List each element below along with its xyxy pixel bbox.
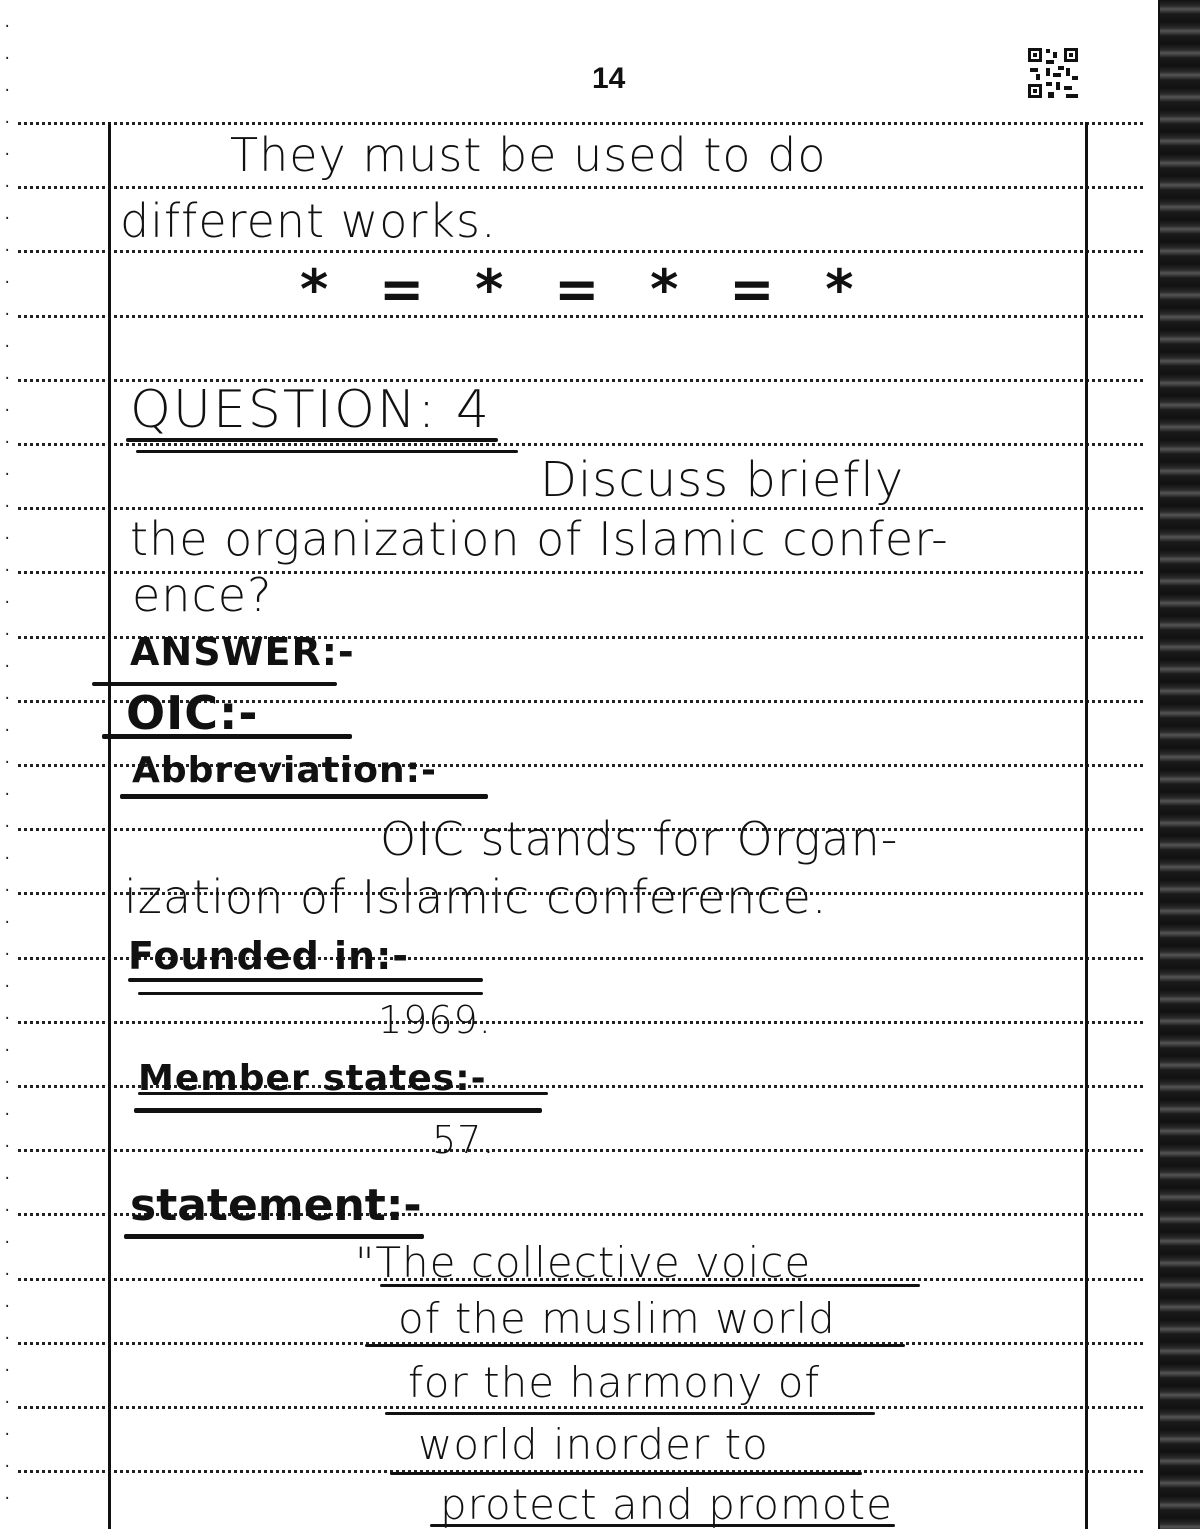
edge-dot: · — [3, 371, 12, 387]
founded-underline-2 — [138, 992, 483, 995]
statement-text-line-1: "The collective voice — [355, 1238, 812, 1287]
edge-dot: · — [3, 627, 12, 643]
edge-dot: · — [3, 1043, 12, 1059]
edge-dot: · — [3, 787, 12, 803]
edge-dot: · — [3, 19, 12, 35]
member-states-heading: Member states:- — [138, 1058, 487, 1099]
edge-dot: · — [3, 883, 12, 899]
edge-dot: · — [3, 1299, 12, 1315]
oic-heading: OIC:- — [126, 686, 259, 740]
ruled-line — [18, 1021, 1143, 1024]
edge-dot: · — [3, 947, 12, 963]
edge-dot: · — [3, 435, 12, 451]
ruled-line — [18, 1149, 1143, 1152]
edge-dot: · — [3, 211, 12, 227]
edge-dot: · — [3, 1427, 12, 1443]
edge-dot: · — [3, 979, 12, 995]
edge-dot: · — [3, 467, 12, 483]
edge-dot: · — [3, 563, 12, 579]
question-heading: QUESTION: 4 — [130, 380, 491, 440]
member-states-strike — [138, 1092, 548, 1095]
statement-text-line-2: of the muslim world — [398, 1294, 836, 1343]
member-states-value: 57. — [432, 1118, 496, 1162]
ruled-line — [18, 122, 1143, 125]
edge-dot: · — [3, 179, 12, 195]
edge-dot: · — [3, 531, 12, 547]
edge-dot: · — [3, 83, 12, 99]
edge-dot: · — [3, 339, 12, 355]
edge-dot: · — [3, 1363, 12, 1379]
founded-heading: Founded in:- — [128, 934, 410, 978]
edge-dot: · — [3, 755, 12, 771]
founded-underline-1 — [128, 978, 483, 982]
edge-dot: · — [3, 1235, 12, 1251]
statement-underline-1 — [380, 1284, 920, 1287]
edge-dot: · — [3, 147, 12, 163]
statement-text-line-4: world inorder to — [418, 1420, 769, 1469]
statement-text-line-5: protect and promote — [440, 1480, 893, 1529]
edge-dot: · — [3, 1011, 12, 1027]
right-margin-line — [1085, 122, 1088, 1529]
edge-dot: · — [3, 51, 12, 67]
statement-underline-2 — [365, 1344, 905, 1347]
qr-code-icon — [1026, 46, 1080, 100]
abbreviation-text-line-2: ization of Islamic conference. — [124, 870, 828, 924]
edge-dot: · — [3, 275, 12, 291]
statement-underline-3 — [385, 1412, 875, 1415]
question-text-line-1: Discuss briefly — [540, 452, 905, 508]
question-text-line-2: the organization of Islamic confer- — [130, 512, 949, 566]
edge-dot: · — [3, 115, 12, 131]
question-text-line-3: ence? — [132, 568, 273, 622]
edge-dot: · — [3, 307, 12, 323]
text-line-1: They must be used to do — [230, 128, 827, 182]
edge-dot: · — [3, 691, 12, 707]
left-edge-dots — [0, 0, 14, 1529]
star-divider: * = * = * = * — [300, 258, 870, 321]
edge-dot: · — [3, 1075, 12, 1091]
edge-dot: · — [3, 1331, 12, 1347]
member-states-underline — [134, 1108, 542, 1113]
edge-dot: · — [3, 499, 12, 515]
text-line-2: different works. — [120, 194, 497, 248]
edge-dot: · — [3, 1395, 12, 1411]
page-number: 14 — [592, 62, 626, 95]
edge-dot: · — [3, 915, 12, 931]
edge-dot: · — [3, 1203, 12, 1219]
answer-heading: ANSWER:- — [130, 630, 355, 674]
statement-underline-4 — [390, 1472, 862, 1475]
left-margin-line — [108, 122, 111, 1529]
ruled-line — [18, 186, 1143, 189]
ruled-line — [18, 250, 1143, 253]
question-underline-1 — [126, 438, 498, 442]
edge-dot: · — [3, 1267, 12, 1283]
edge-dot: · — [3, 1107, 12, 1123]
statement-underline-5 — [430, 1524, 895, 1527]
edge-dot: · — [3, 595, 12, 611]
edge-dot: · — [3, 403, 12, 419]
abbreviation-underline — [120, 794, 488, 799]
abbreviation-heading: Abbreviation:- — [132, 750, 437, 791]
edge-dot: · — [3, 1139, 12, 1155]
ruled-line — [18, 443, 1143, 446]
statement-heading: statement:- — [130, 1180, 422, 1231]
edge-dot: · — [3, 1459, 12, 1475]
founded-value: 1969. — [378, 998, 492, 1042]
edge-dot: · — [3, 659, 12, 675]
edge-dot: · — [3, 1491, 12, 1507]
abbreviation-text-line-1: OIC stands for Organ- — [380, 812, 899, 866]
statement-text-line-3: for the harmony of — [408, 1358, 821, 1407]
oic-underline — [102, 734, 352, 739]
question-underline-2 — [136, 450, 518, 453]
edge-dot: · — [3, 819, 12, 835]
edge-dot: · — [3, 1171, 12, 1187]
edge-dot: · — [3, 243, 12, 259]
binding-edge — [1150, 0, 1200, 1529]
edge-dot: · — [3, 851, 12, 867]
edge-dot: · — [3, 723, 12, 739]
